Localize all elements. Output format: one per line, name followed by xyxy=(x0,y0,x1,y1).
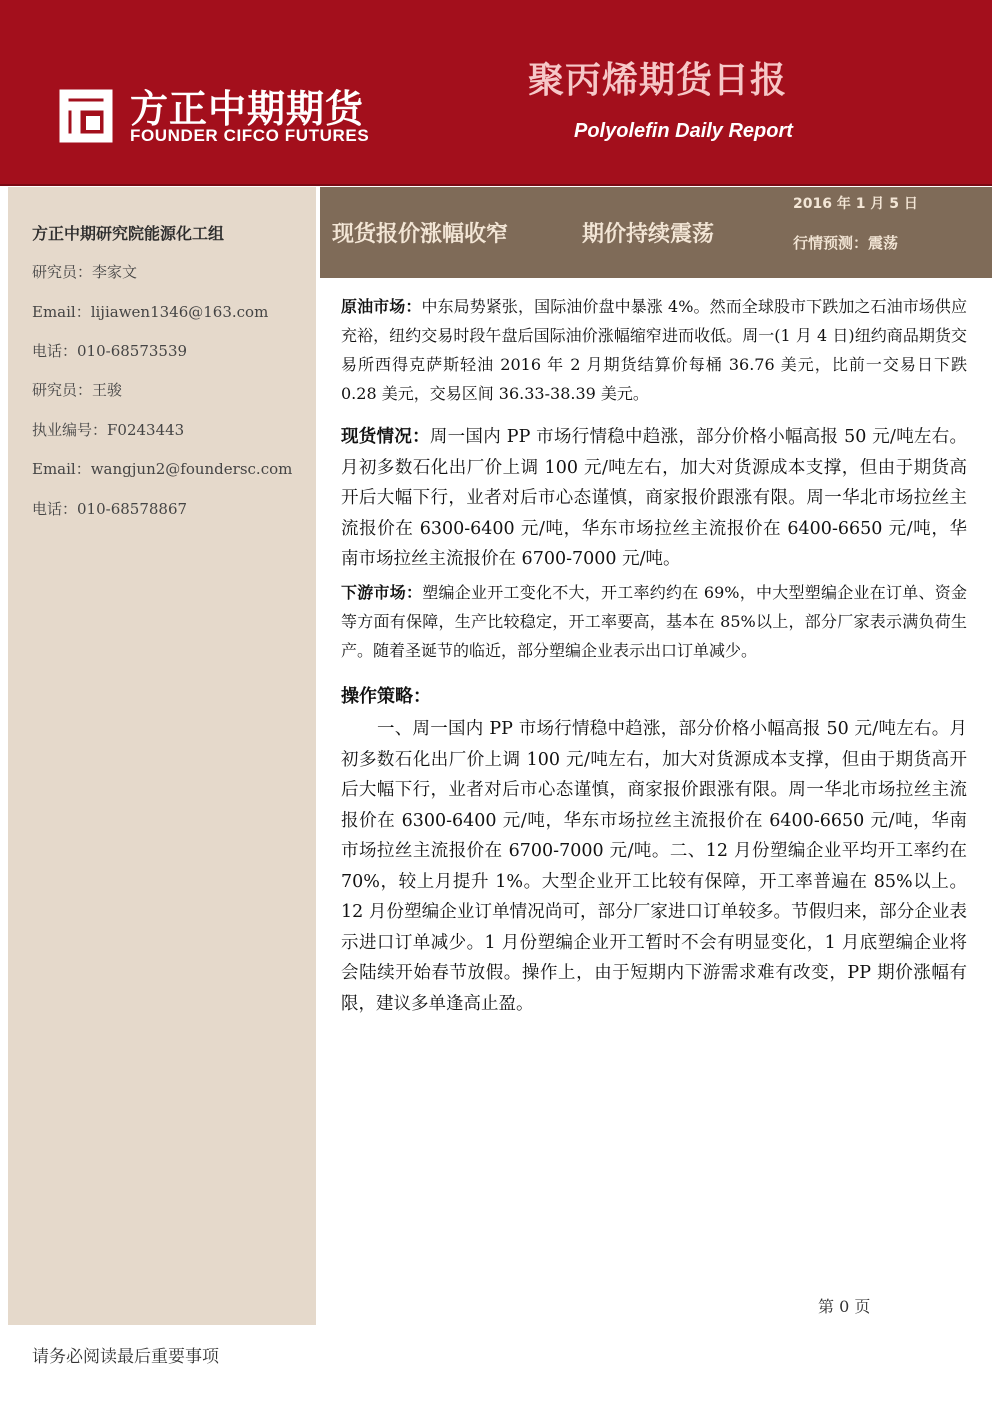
headline-banner xyxy=(320,187,992,278)
headline-spot: 现货报价涨幅收窄 xyxy=(332,222,509,247)
logo-chinese-name: 方正中期期货 xyxy=(130,87,365,131)
headline-futures: 期价持续震荡 xyxy=(582,222,715,247)
page-number: 第 0 页 xyxy=(818,1297,871,1316)
founder-logo-icon xyxy=(56,86,116,146)
downstream-text: 塑编企业开工变化不大，开工率约约在 69%，中大型塑编企业在订单、资金等方面有保障，生产比较稳定，开工率要高，基本在 85%以上，部分厂家表示满负荷生产。随着圣诞节的临近，部分塑编企业表示出口订单减少。 xyxy=(341,583,967,660)
spot-paragraph xyxy=(341,422,967,575)
spot-label: 现货情况： xyxy=(341,427,430,447)
report-date: 2016 年 1 月 5 日 xyxy=(793,196,918,212)
strategy-title: 操作策略： xyxy=(341,686,431,707)
crude-oil-text: 中东局势紧张，国际油价盘中暴涨 4%。然而全球股市下跌加之石油市场供应充裕，纽约交易时段午盘后国际油价涨幅缩窄进而收低。周一(1 月 4 日)纽约商品期货交易所西得克萨斯轻油 2016 年 2 月期货结算价每桶 36.76 美元，比前一交易日下跌 0.28 美元，交易区间 36.33-38.39 美元。 xyxy=(341,297,967,403)
spot-section xyxy=(341,422,967,575)
crude-oil-section xyxy=(341,292,967,408)
report-subtitle: Polyolefin Daily Report xyxy=(574,120,793,142)
crude-oil-label: 原油市场： xyxy=(341,297,422,316)
market-forecast: 行情预测：震荡 xyxy=(793,234,899,252)
crude-oil-paragraph xyxy=(341,292,967,408)
analyst-2-license: 执业编号：F0243443 xyxy=(32,421,185,439)
analyst-1-name: 研究员：李家文 xyxy=(32,263,138,281)
analyst-1-phone: 电话：010-68573539 xyxy=(32,342,188,360)
logo-english-name: FOUNDER CIFCO FUTURES xyxy=(130,126,370,145)
spot-text: 周一国内 PP 市场行情稳中趋涨，部分价格小幅高报 50 元/吨左右。月初多数石化出厂价上调 100 元/吨左右，加大对货源成本支撑，但由于期货高开后大幅下行，业者对后市心态谨慎，商家报价跟涨有限。周一华北市场拉丝主流报价在 6300-6400 元/吨，华东市场拉丝主流报价在 6400-6650 元/吨，华南市场拉丝主流报价在 6700-7000 元/吨。 xyxy=(341,427,968,569)
analyst-1-email: Email：lijiawen1346@163.com xyxy=(32,303,269,321)
analyst-2-email: Email：wangjun2@foundersc.com xyxy=(32,460,293,478)
strategy-section xyxy=(341,682,967,1019)
research-group-name: 方正中期研究院能源化工组 xyxy=(32,224,225,243)
header-divider xyxy=(0,184,992,186)
report-title: 聚丙烯期货日报 xyxy=(528,60,788,101)
strategy-text: 一、周一国内 PP 市场行情稳中趋涨，部分价格小幅高报 50 元/吨左右。月初多数石化出厂价上调 100 元/吨左右，加大对货源成本支撑，但由于期货高开后大幅下行，业者对后市心态谨慎，商家报价跟涨有限。周一华北市场拉丝主流报价在 6300-6400 元/吨，华东市场拉丝主流报价在 6400-6650 元/吨，华南市场拉丝主流报价在 6700-7000 元/吨。二、12 月份塑编企业平均开工率约在 70%，较上月提升 1%。大型企业开工比较有保障，开工率普遍在 85%以上。12 月份塑编企业订单情况尚可，部分厂家进口订单较多。节假归来，部分企业表示进口订单减少。1 月份塑编企业开工暂时不会有明显变化，1 月底塑编企业将会陆续开始春节放假。操作上，由于短期内下游需求难有改变，PP 期价涨幅有限，建议多单逢高止盈。 xyxy=(341,719,967,1014)
disclaimer-note: 请务必阅读最后重要事项 xyxy=(32,1347,219,1367)
downstream-section xyxy=(341,578,967,665)
downstream-paragraph xyxy=(341,578,967,665)
downstream-label: 下游市场： xyxy=(341,583,423,602)
report-header xyxy=(0,0,992,184)
analyst-2-name: 研究员：王骏 xyxy=(32,381,123,399)
analyst-sidebar xyxy=(8,187,316,1325)
analyst-2-phone: 电话：010-68578867 xyxy=(32,500,188,518)
